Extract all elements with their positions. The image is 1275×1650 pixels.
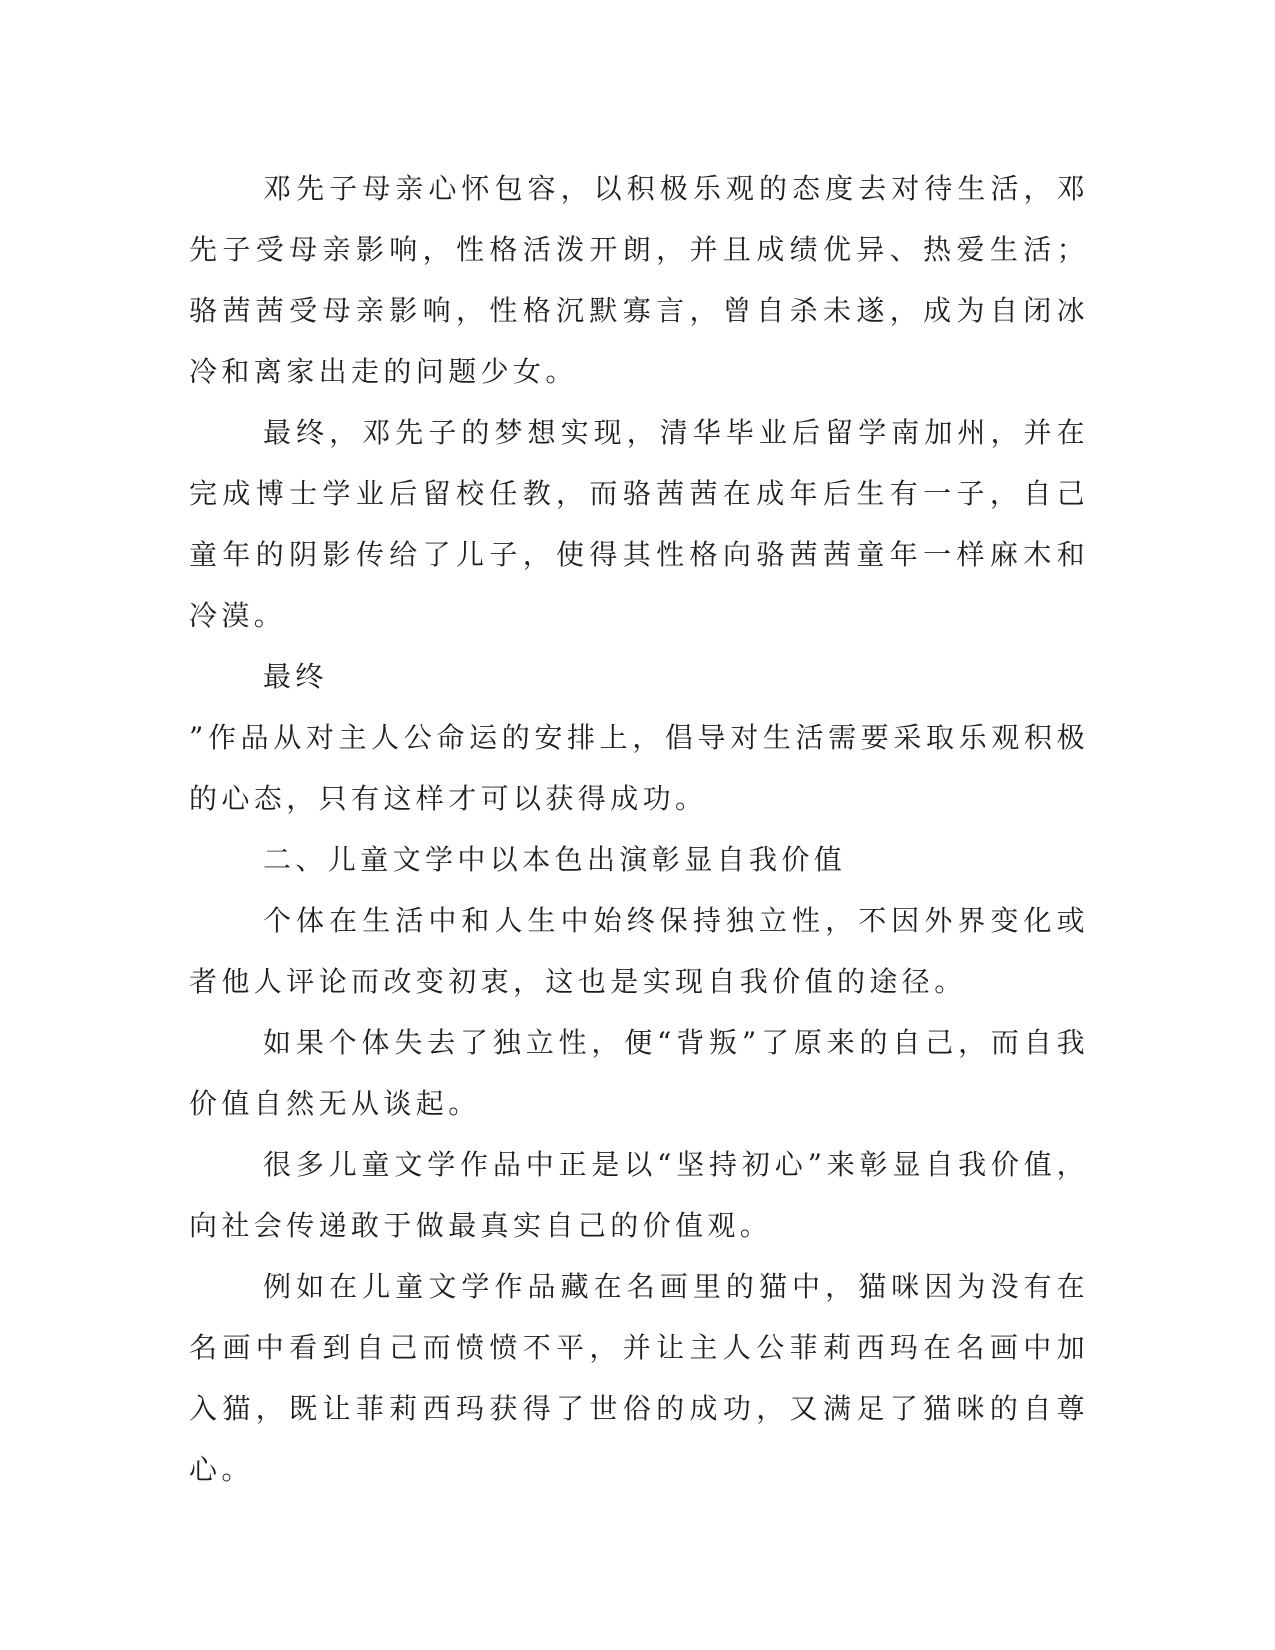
paragraph-final-outcome: 最终，邓先子的梦想实现，清华毕业后留学南加州，并在完成博士学业后留校任教，而骆茜茜在成年后生有一子，自己童年的阴影传给了儿子，使得其性格向骆茜茜童年一样麻木和冷漠。: [189, 416, 1089, 632]
paragraph-independence: 个体在生活中和人生中始终保持独立性，不因外界变化或者他人评论而改变初衷，这也是实现自我价值的途径。: [189, 904, 1089, 998]
document-body: [189, 158, 1089, 1500]
paragraph-cat-example: 例如在儿童文学作品藏在名画里的猫中，猫咪因为没有在名画中看到自己而愤愤不平，并让主人公菲莉西玛在名画中加入猫，既让菲莉西玛获得了世俗的成功，又满足了猫咪的自尊心。: [189, 1270, 1089, 1486]
paragraph-finally-fragment: 最终: [263, 660, 328, 693]
paragraph-losing-independence: 如果个体失去了独立性，便“背叛”了原来的自己，而自我价值自然无从谈起。: [189, 1026, 1089, 1120]
section-heading-self-value: 二、儿童文学中以本色出演彰显自我价值: [263, 843, 847, 876]
paragraph-original-intention: 很多儿童文学作品中正是以“坚持初心”来彰显自我价值，向社会传递敢于做最真实自己的价值观。: [189, 1148, 1089, 1242]
paragraph-work-arrangement: ”作品从对主人公命运的安排上，倡导对生活需要采取乐观积极的心态，只有这样才可以获得成功。: [189, 721, 1089, 815]
paragraph-mother-influence: 邓先子母亲心怀包容，以积极乐观的态度去对待生活，邓先子受母亲影响，性格活泼开朗，并且成绩优异、热爱生活；骆茜茜受母亲影响，性格沉默寡言，曾自杀未遂，成为自闭冰冷和离家出走的问题少女。: [189, 172, 1089, 388]
